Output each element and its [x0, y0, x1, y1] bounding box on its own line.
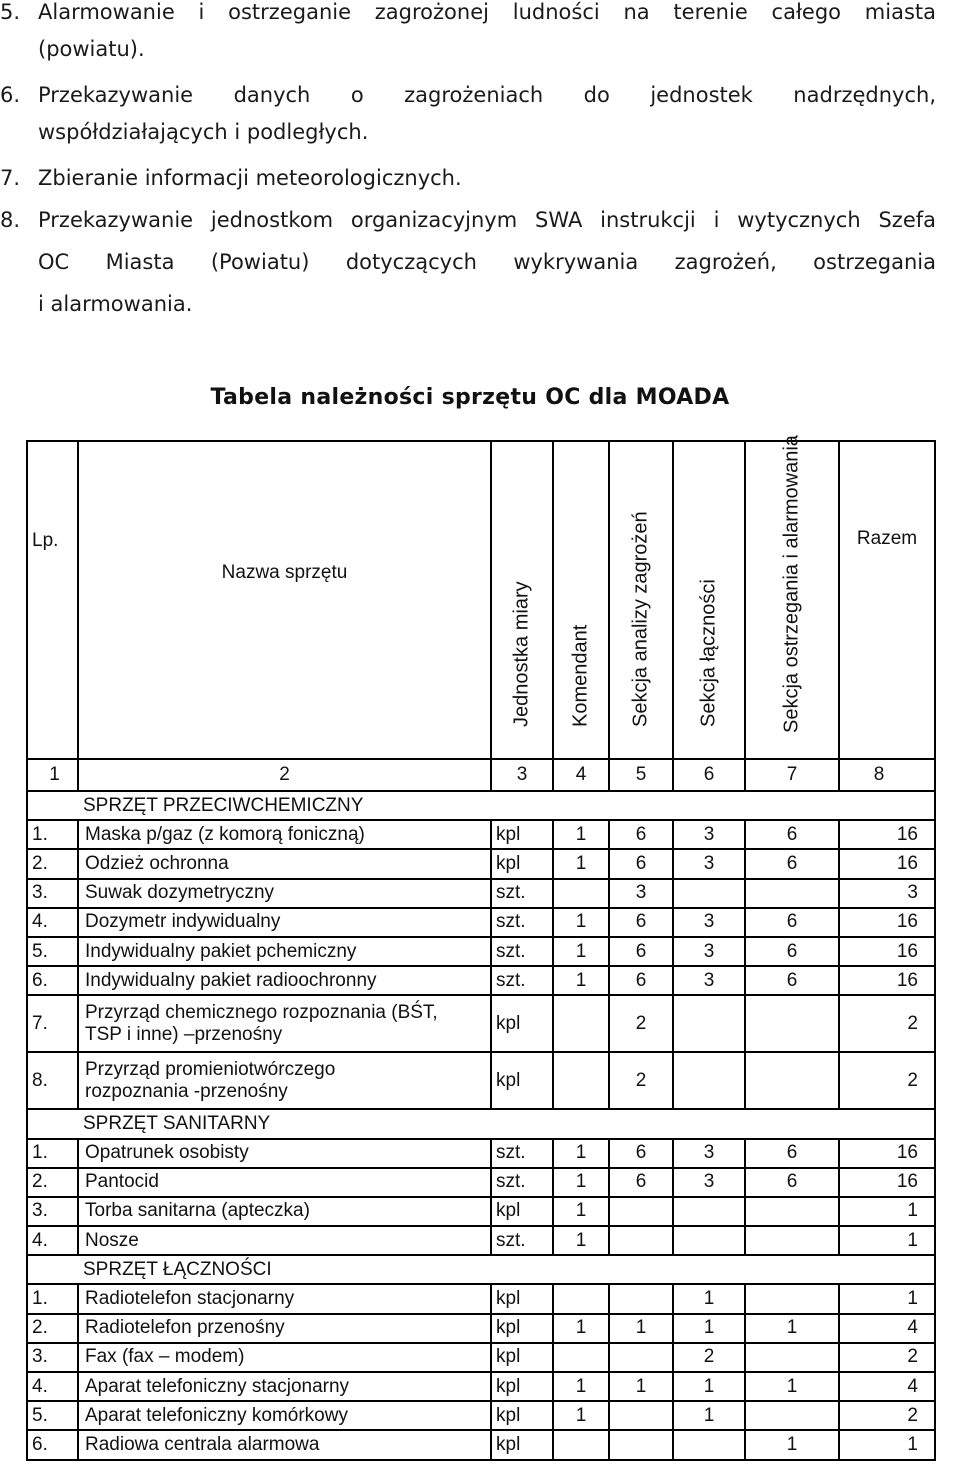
row-ostrzeganie: [745, 1226, 839, 1255]
table-row: [27, 1197, 935, 1226]
row-ostrzeganie: 1: [745, 1372, 839, 1401]
table-row: [27, 1168, 935, 1197]
row-analiza: [609, 1284, 673, 1313]
row-name-line: Przyrząd promieniotwórczego: [85, 1058, 336, 1080]
column-number: 5: [609, 759, 673, 791]
row-ostrzeganie: 6: [745, 820, 839, 849]
item-text: Przekazywanie jednostkom organizacyjnym SWA instrukcji i wytycznych Szefa: [38, 208, 936, 232]
row-ostrzeganie: 6: [745, 849, 839, 878]
table-row: [27, 1139, 935, 1168]
row-analiza: 2: [609, 1052, 673, 1109]
row-unit: szt.: [491, 1139, 553, 1168]
row-komendant: 1: [553, 1314, 609, 1343]
header-lacznosc-label: Sekcja łączności: [697, 579, 720, 727]
header-komendant-label: Komendant: [569, 624, 592, 727]
header-komendant: [553, 441, 609, 759]
row-ostrzeganie: [745, 995, 839, 1052]
row-lp: 5.: [27, 937, 78, 966]
section-title: SPRZĘT PRZECIWCHEMICZNY: [27, 791, 935, 820]
row-unit: kpl: [491, 1284, 553, 1313]
row-komendant: [553, 1284, 609, 1313]
row-analiza: 6: [609, 966, 673, 995]
item-number: 7.: [0, 166, 21, 190]
row-komendant: 1: [553, 1401, 609, 1430]
row-razem: 1: [839, 1430, 935, 1459]
table-row: [27, 879, 935, 908]
row-razem: 16: [839, 849, 935, 878]
header-name: Nazwa sprzętu: [78, 441, 491, 759]
table-row: [27, 820, 935, 849]
item-number: 5.: [0, 0, 21, 24]
row-ostrzeganie: 6: [745, 937, 839, 966]
row-analiza: [609, 1197, 673, 1226]
row-razem: 2: [839, 1052, 935, 1109]
row-name-line: Przyrząd chemicznego rozpoznania (BŚT,: [85, 1001, 438, 1023]
row-name: Indywidualny pakiet radioochronny: [78, 966, 491, 995]
row-ostrzeganie: 6: [745, 908, 839, 937]
table-row: [27, 1343, 935, 1372]
row-name: Torba sanitarna (apteczka): [78, 1197, 491, 1226]
table-row: [27, 966, 935, 995]
row-ostrzeganie: [745, 1284, 839, 1313]
column-number-row: [27, 759, 935, 791]
header-analiza: [609, 441, 673, 759]
row-razem: 16: [839, 966, 935, 995]
row-name: Maska p/gaz (z komorą foniczną): [78, 820, 491, 849]
row-razem: 4: [839, 1372, 935, 1401]
table-row: [27, 1052, 935, 1109]
header-unit-label: Jednostka miary: [510, 581, 533, 727]
row-name: Radiotelefon przenośny: [78, 1314, 491, 1343]
row-lp: 1.: [27, 820, 78, 849]
item-number: 8.: [0, 208, 21, 232]
row-unit: kpl: [491, 1372, 553, 1401]
header-analiza-label: Sekcja analizy zagrożeń: [629, 511, 652, 727]
row-lp: 1.: [27, 1139, 78, 1168]
row-analiza: 6: [609, 1139, 673, 1168]
row-analiza: 6: [609, 908, 673, 937]
row-lp: 3.: [27, 879, 78, 908]
section-title: SPRZĘT SANITARNY: [27, 1109, 935, 1138]
row-razem: 3: [839, 879, 935, 908]
row-komendant: [553, 1343, 609, 1372]
header-row: [27, 441, 935, 759]
table-row: [27, 995, 935, 1052]
row-razem: 16: [839, 908, 935, 937]
row-lacznosc: 3: [673, 849, 745, 878]
row-razem: 2: [839, 995, 935, 1052]
table-row: [27, 937, 935, 966]
row-razem: 16: [839, 820, 935, 849]
row-unit: szt.: [491, 1168, 553, 1197]
column-number: 3: [491, 759, 553, 791]
row-analiza: [609, 1343, 673, 1372]
row-razem: 2: [839, 1401, 935, 1430]
row-lp: 1.: [27, 1284, 78, 1313]
header-lp: Lp.: [27, 441, 78, 759]
row-ostrzeganie: [745, 1343, 839, 1372]
row-unit: kpl: [491, 1197, 553, 1226]
row-analiza: 1: [609, 1314, 673, 1343]
row-lacznosc: [673, 1197, 745, 1226]
row-ostrzeganie: [745, 879, 839, 908]
table-row: [27, 1284, 935, 1313]
table-body: [27, 759, 935, 1460]
row-ostrzeganie: 1: [745, 1314, 839, 1343]
row-razem: 2: [839, 1343, 935, 1372]
row-lp: 3.: [27, 1197, 78, 1226]
row-razem: 4: [839, 1314, 935, 1343]
row-unit: kpl: [491, 1401, 553, 1430]
row-razem: 16: [839, 1139, 935, 1168]
row-razem: 16: [839, 1168, 935, 1197]
row-lacznosc: 3: [673, 1139, 745, 1168]
row-unit: szt.: [491, 1226, 553, 1255]
row-komendant: 1: [553, 966, 609, 995]
equipment-table: [26, 435, 936, 1461]
item-text: Zbieranie informacji meteorologicznych.: [38, 166, 462, 190]
row-lacznosc: [673, 1226, 745, 1255]
row-unit: szt.: [491, 908, 553, 937]
row-lp: 4.: [27, 908, 78, 937]
row-name: Aparat telefoniczny stacjonarny: [78, 1372, 491, 1401]
row-analiza: 3: [609, 879, 673, 908]
table-row: [27, 1401, 935, 1430]
row-name: Radiotelefon stacjonarny: [78, 1284, 491, 1313]
row-name: [78, 1052, 491, 1109]
column-number: 7: [745, 759, 839, 791]
row-lp: 6.: [27, 966, 78, 995]
row-lacznosc: 3: [673, 1168, 745, 1197]
row-name: Suwak dozymetryczny: [78, 879, 491, 908]
row-name: Pantocid: [78, 1168, 491, 1197]
table-row: [27, 1314, 935, 1343]
row-name: Opatrunek osobisty: [78, 1139, 491, 1168]
row-lacznosc: 1: [673, 1284, 745, 1313]
header-ostrzeganie: [745, 435, 839, 759]
row-name: Nosze: [78, 1226, 491, 1255]
row-komendant: [553, 879, 609, 908]
row-unit: szt.: [491, 966, 553, 995]
row-unit: kpl: [491, 995, 553, 1052]
row-komendant: 1: [553, 908, 609, 937]
row-analiza: 6: [609, 937, 673, 966]
row-komendant: [553, 1052, 609, 1109]
row-lacznosc: [673, 1052, 745, 1109]
row-lp: 5.: [27, 1401, 78, 1430]
row-analiza: 6: [609, 1168, 673, 1197]
row-lp: 2.: [27, 849, 78, 878]
row-lacznosc: [673, 1430, 745, 1459]
column-number: 6: [673, 759, 745, 791]
row-razem: 1: [839, 1284, 935, 1313]
row-lacznosc: 3: [673, 966, 745, 995]
table-title: Tabela należności sprzętu OC dla MOADA: [210, 385, 730, 410]
column-number: 2: [78, 759, 491, 791]
row-lp: 3.: [27, 1343, 78, 1372]
item-text: Przekazywanie danych o zagrożeniach do jednostek nadrzędnych,: [38, 83, 936, 107]
row-name: Aparat telefoniczny komórkowy: [78, 1401, 491, 1430]
row-name: Radiowa centrala alarmowa: [78, 1430, 491, 1459]
header-lacznosc: [673, 441, 745, 759]
table-row: [27, 1430, 935, 1459]
row-komendant: 1: [553, 849, 609, 878]
table-row: [27, 849, 935, 878]
row-lp: 7.: [27, 995, 78, 1052]
row-komendant: 1: [553, 1372, 609, 1401]
row-ostrzeganie: 1: [745, 1430, 839, 1459]
row-name: Dozymetr indywidualny: [78, 908, 491, 937]
row-lacznosc: 3: [673, 820, 745, 849]
table-row: [27, 1226, 935, 1255]
row-lp: 8.: [27, 1052, 78, 1109]
section-row: [27, 1255, 935, 1284]
table-row: [27, 908, 935, 937]
header-unit: [491, 441, 553, 759]
row-razem: 16: [839, 937, 935, 966]
row-analiza: [609, 1401, 673, 1430]
column-number: 8: [839, 759, 935, 791]
row-name: Fax (fax – modem): [78, 1343, 491, 1372]
row-lacznosc: [673, 995, 745, 1052]
row-analiza: 1: [609, 1372, 673, 1401]
row-komendant: [553, 995, 609, 1052]
column-number: 1: [27, 759, 78, 791]
row-lp: 4.: [27, 1226, 78, 1255]
section-row: [27, 791, 935, 820]
row-lacznosc: 3: [673, 908, 745, 937]
row-ostrzeganie: [745, 1197, 839, 1226]
row-komendant: 1: [553, 1139, 609, 1168]
row-unit: kpl: [491, 1052, 553, 1109]
row-ostrzeganie: 6: [745, 1139, 839, 1168]
row-komendant: 1: [553, 820, 609, 849]
row-ostrzeganie: [745, 1401, 839, 1430]
row-unit: kpl: [491, 849, 553, 878]
row-lacznosc: 1: [673, 1314, 745, 1343]
column-number: 4: [553, 759, 609, 791]
row-ostrzeganie: 6: [745, 966, 839, 995]
row-komendant: [553, 1430, 609, 1459]
row-unit: kpl: [491, 1430, 553, 1459]
row-analiza: [609, 1226, 673, 1255]
row-name: [78, 995, 491, 1052]
row-lacznosc: 1: [673, 1401, 745, 1430]
row-name: Indywidualny pakiet pchemiczny: [78, 937, 491, 966]
row-lp: 2.: [27, 1314, 78, 1343]
row-unit: kpl: [491, 1343, 553, 1372]
row-lp: 6.: [27, 1430, 78, 1459]
row-lp: 4.: [27, 1372, 78, 1401]
item-text: Alarmowanie i ostrzeganie zagrożonej ludności na terenie całego miasta: [38, 0, 936, 24]
item-text: OC Miasta (Powiatu) dotyczących wykrywania zagrożeń, ostrzegania: [38, 250, 936, 274]
table-row: [27, 1372, 935, 1401]
row-ostrzeganie: 6: [745, 1168, 839, 1197]
row-analiza: [609, 1430, 673, 1459]
row-unit: kpl: [491, 820, 553, 849]
row-unit: szt.: [491, 879, 553, 908]
row-name-line: rozpoznania -przenośny: [85, 1080, 288, 1102]
row-komendant: 1: [553, 937, 609, 966]
section-row: [27, 1109, 935, 1138]
row-name-line: TSP i inne) –przenośny: [85, 1023, 283, 1045]
row-razem: 1: [839, 1197, 935, 1226]
row-razem: 1: [839, 1226, 935, 1255]
item-text: i alarmowania.: [38, 292, 193, 316]
item-number: 6.: [0, 83, 21, 107]
row-lacznosc: 2: [673, 1343, 745, 1372]
row-analiza: 2: [609, 995, 673, 1052]
section-title: SPRZĘT ŁĄCZNOŚCI: [27, 1255, 935, 1284]
row-unit: szt.: [491, 937, 553, 966]
item-text: (powiatu).: [38, 37, 145, 61]
row-komendant: 1: [553, 1197, 609, 1226]
row-ostrzeganie: [745, 1052, 839, 1109]
header-razem: Razem: [839, 441, 935, 759]
row-lp: 2.: [27, 1168, 78, 1197]
row-unit: kpl: [491, 1314, 553, 1343]
row-lacznosc: 3: [673, 937, 745, 966]
row-komendant: 1: [553, 1168, 609, 1197]
header-ostrzeganie-label: Sekcja ostrzegania i alarmowania: [780, 435, 803, 733]
row-komendant: 1: [553, 1226, 609, 1255]
row-analiza: 6: [609, 820, 673, 849]
row-name: Odzież ochronna: [78, 849, 491, 878]
row-lacznosc: 1: [673, 1372, 745, 1401]
item-text: współdziałających i podległych.: [38, 120, 369, 144]
row-analiza: 6: [609, 849, 673, 878]
row-lacznosc: [673, 879, 745, 908]
